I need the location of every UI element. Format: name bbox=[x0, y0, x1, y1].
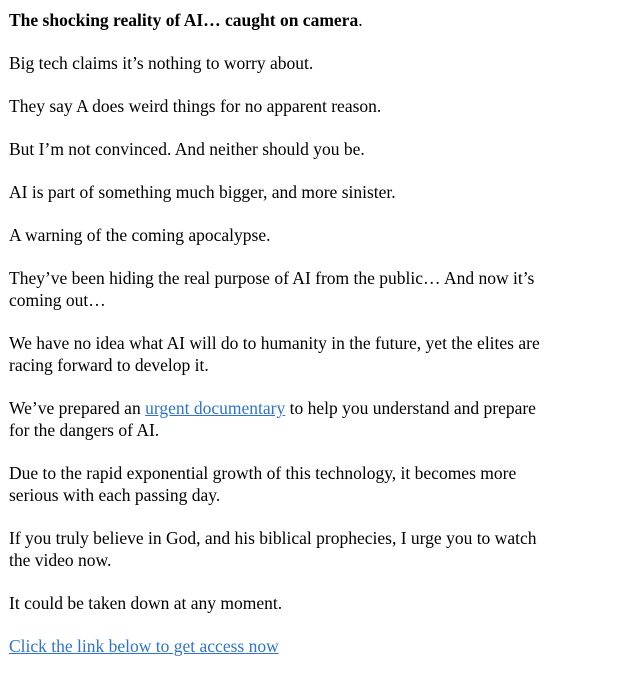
paragraph-believe-line1: If you truly believe in God, and his biblical prophecies, I urge you to watch bbox=[9, 528, 537, 548]
paragraph-not-convinced: But I’m not convinced. And neither should you be. bbox=[9, 139, 365, 159]
paragraph-documentary-line2: for the dangers of AI. bbox=[9, 420, 160, 440]
paragraph-growth-line2: serious with each passing day. bbox=[9, 485, 221, 505]
paragraph-documentary bbox=[9, 397, 631, 441]
paragraph-growth bbox=[9, 462, 631, 506]
headline-bold-text: The shocking reality of AI… caught on camera bbox=[9, 10, 359, 30]
paragraph-sinister: AI is part of something much bigger, and more sinister. bbox=[9, 182, 396, 202]
paragraph-believe-line2: the video now. bbox=[9, 550, 112, 570]
paragraph-they-say: They say A does weird things for no apparent reason. bbox=[9, 96, 382, 116]
paragraph-hiding-line1: They’ve been hiding the real purpose of AI from the public… And now it’s bbox=[9, 268, 535, 288]
urgent-documentary-link[interactable]: urgent documentary bbox=[145, 398, 286, 418]
paragraph-growth-line1: Due to the rapid exponential growth of this technology, it becomes more bbox=[9, 463, 517, 483]
paragraph-warning: A warning of the coming apocalypse. bbox=[9, 225, 271, 245]
paragraph-hiding bbox=[9, 267, 631, 311]
paragraph-no-idea-line2: racing forward to develop it. bbox=[9, 355, 209, 375]
paragraph-no-idea-line1: We have no idea what AI will do to humanity in the future, yet the elites are bbox=[9, 333, 540, 353]
headline-period: . bbox=[358, 10, 363, 30]
paragraph-documentary-pre: We’ve prepared an bbox=[9, 398, 146, 418]
paragraph-big-tech: Big tech claims it’s nothing to worry about. bbox=[9, 53, 314, 73]
paragraph-no-idea bbox=[9, 332, 631, 376]
headline bbox=[9, 9, 631, 31]
paragraph-taken-down: It could be taken down at any moment. bbox=[9, 593, 283, 613]
paragraph-documentary-post: to help you understand and prepare bbox=[285, 398, 536, 418]
paragraph-believe bbox=[9, 527, 631, 571]
paragraph-hiding-line2: coming out… bbox=[9, 290, 106, 310]
paragraph-cta bbox=[9, 635, 631, 657]
cta-access-link[interactable]: Click the link below to get access now bbox=[9, 636, 279, 656]
